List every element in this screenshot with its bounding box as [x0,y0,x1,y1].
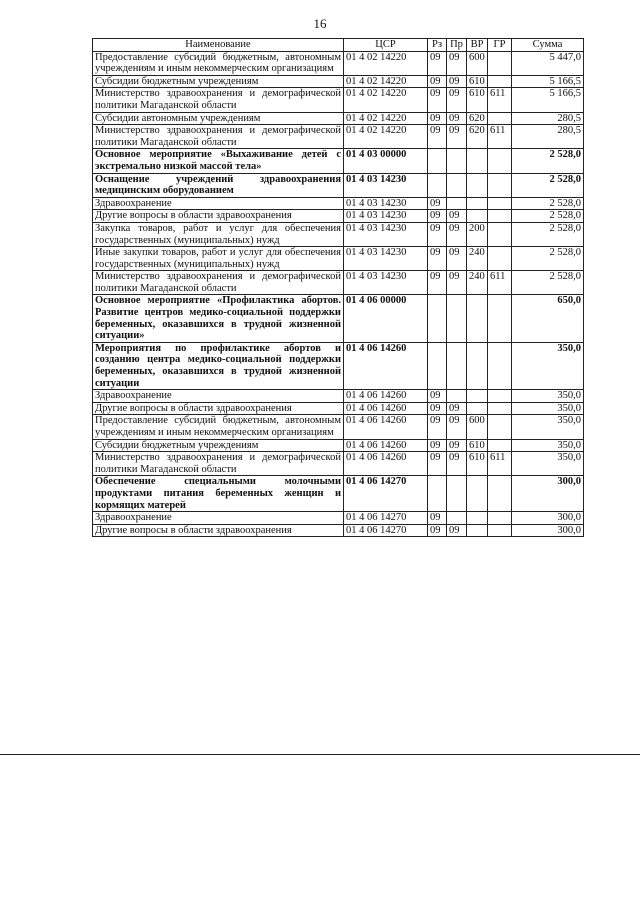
cell-rz: 09 [428,415,447,439]
cell-amount: 300,0 [512,476,584,512]
table-row [93,125,584,149]
table-row [93,112,584,125]
cell-csr: 01 4 02 14220 [344,75,428,88]
cell-amount: 5 166,5 [512,75,584,88]
cell-rz: 09 [428,88,447,112]
cell-amount: 350,0 [512,452,584,476]
cell-amount: 350,0 [512,402,584,415]
page-number: 16 [313,16,327,31]
cell-pr: 09 [447,524,467,537]
cell-pr [447,342,467,389]
cell-rz: 09 [428,271,447,295]
cell-csr: 01 4 06 14260 [344,390,428,403]
table-body [93,51,584,537]
cell-vr: 610 [467,452,488,476]
cell-vr: 200 [467,222,488,246]
cell-rz: 09 [428,75,447,88]
cell-vr [467,295,488,342]
table-row [93,439,584,452]
cell-vr [467,390,488,403]
cell-rz: 09 [428,452,447,476]
table-header-row [93,39,584,52]
cell-csr: 01 4 03 14230 [344,222,428,246]
table-row [93,247,584,271]
cell-rz: 09 [428,524,447,537]
footer-rule [0,754,640,755]
cell-pr [447,295,467,342]
cell-rz: 09 [428,210,447,223]
cell-gr [488,295,512,342]
table-row [93,512,584,525]
cell-gr: 611 [488,271,512,295]
cell-csr: 01 4 06 14260 [344,439,428,452]
cell-pr [447,390,467,403]
cell-gr: 611 [488,88,512,112]
cell-gr [488,415,512,439]
cell-gr [488,197,512,210]
cell-vr: 610 [467,439,488,452]
cell-rz [428,173,447,197]
cell-gr [488,247,512,271]
cell-pr: 09 [447,402,467,415]
cell-gr [488,210,512,223]
cell-rz: 09 [428,439,447,452]
table-row [93,173,584,197]
cell-rz: 09 [428,402,447,415]
cell-amount: 350,0 [512,342,584,389]
cell-pr: 09 [447,210,467,223]
table-row [93,402,584,415]
cell-amount: 5 166,5 [512,88,584,112]
cell-rz: 09 [428,112,447,125]
cell-gr: 611 [488,125,512,149]
cell-pr: 09 [447,112,467,125]
cell-gr [488,524,512,537]
cell-amount: 2 528,0 [512,271,584,295]
cell-vr [467,402,488,415]
cell-csr: 01 4 02 14220 [344,112,428,125]
cell-csr: 01 4 03 14230 [344,197,428,210]
cell-gr [488,222,512,246]
cell-pr: 09 [447,415,467,439]
cell-gr [488,512,512,525]
cell-pr [447,149,467,173]
table-row [93,295,584,342]
table-row [93,390,584,403]
cell-rz: 09 [428,390,447,403]
cell-name: Субсидии бюджетным учреждениям [93,439,344,452]
cell-rz: 09 [428,512,447,525]
cell-gr [488,149,512,173]
cell-rz [428,476,447,512]
cell-name: Закупка товаров, работ и услуг для обеспечения государственных (муниципальных) нужд [93,222,344,246]
cell-csr: 01 4 02 14220 [344,88,428,112]
table-row [93,75,584,88]
table-row [93,222,584,246]
header-csr: ЦСР [344,39,428,52]
cell-vr: 610 [467,75,488,88]
cell-name: Министерство здравоохранения и демографической политики Магаданской области [93,452,344,476]
cell-vr [467,173,488,197]
cell-name: Основное мероприятие «Профилактика абортов. Развитие центров медико-социальной поддержки беременных, оказавшихся в трудной жизненной ситуации» [93,295,344,342]
cell-vr: 240 [467,247,488,271]
cell-amount: 2 528,0 [512,197,584,210]
cell-amount: 300,0 [512,512,584,525]
cell-gr [488,173,512,197]
cell-pr: 09 [447,247,467,271]
cell-rz: 09 [428,247,447,271]
cell-amount: 2 528,0 [512,210,584,223]
cell-vr [467,210,488,223]
cell-rz: 09 [428,222,447,246]
table-row [93,524,584,537]
cell-pr: 09 [447,222,467,246]
cell-name: Предоставление субсидий бюджетным, автономным учреждениям и иным некоммерческим организациям [93,415,344,439]
cell-name: Субсидии автономным учреждениям [93,112,344,125]
cell-amount: 280,5 [512,125,584,149]
header-amount: Сумма [512,39,584,52]
cell-csr: 01 4 06 14260 [344,342,428,389]
cell-pr: 09 [447,51,467,75]
cell-name: Мероприятия по профилактике абортов и созданию центра медико-социальной поддержки беременных, оказавшихся в трудной жизненной ситуации [93,342,344,389]
cell-name: Обеспечение специальными молочными продуктами питания беременных женщин и кормящих матерей [93,476,344,512]
cell-csr: 01 4 06 14260 [344,452,428,476]
cell-vr [467,149,488,173]
cell-csr: 01 4 03 14230 [344,271,428,295]
cell-csr: 01 4 02 14220 [344,125,428,149]
cell-gr [488,402,512,415]
cell-rz [428,295,447,342]
table-row [93,210,584,223]
cell-pr: 09 [447,439,467,452]
cell-csr: 01 4 06 14260 [344,402,428,415]
cell-name: Министерство здравоохранения и демографической политики Магаданской области [93,271,344,295]
table-row [93,415,584,439]
cell-vr [467,512,488,525]
cell-vr: 620 [467,125,488,149]
cell-csr: 01 4 06 14270 [344,476,428,512]
cell-csr: 01 4 03 14230 [344,173,428,197]
cell-pr: 09 [447,452,467,476]
cell-pr: 09 [447,88,467,112]
cell-pr [447,476,467,512]
table-row [93,271,584,295]
cell-name: Другие вопросы в области здравоохранения [93,210,344,223]
cell-csr: 01 4 06 14270 [344,512,428,525]
cell-gr: 611 [488,452,512,476]
cell-amount: 350,0 [512,390,584,403]
cell-rz [428,342,447,389]
table-row [93,342,584,389]
table-row [93,452,584,476]
cell-name: Министерство здравоохранения и демографической политики Магаданской области [93,88,344,112]
cell-csr: 01 4 06 14260 [344,415,428,439]
cell-gr [488,75,512,88]
cell-amount: 350,0 [512,439,584,452]
cell-gr [488,390,512,403]
cell-csr: 01 4 06 14270 [344,524,428,537]
table-row [93,476,584,512]
cell-name: Иные закупки товаров, работ и услуг для обеспечения государственных (муниципальных) нужд [93,247,344,271]
cell-pr: 09 [447,125,467,149]
cell-name: Здравоохранение [93,512,344,525]
cell-vr: 600 [467,415,488,439]
cell-csr: 01 4 02 14220 [344,51,428,75]
cell-amount: 2 528,0 [512,222,584,246]
cell-amount: 2 528,0 [512,247,584,271]
cell-gr [488,439,512,452]
header-pr: Пр [447,39,467,52]
cell-name: Основное мероприятие «Выхаживание детей с экстремально низкой массой тела» [93,149,344,173]
cell-csr: 01 4 03 14230 [344,210,428,223]
cell-gr [488,342,512,389]
cell-rz: 09 [428,125,447,149]
cell-amount: 5 447,0 [512,51,584,75]
cell-pr: 09 [447,75,467,88]
cell-amount: 2 528,0 [512,149,584,173]
cell-csr: 01 4 03 14230 [344,247,428,271]
cell-name: Здравоохранение [93,390,344,403]
cell-gr [488,51,512,75]
cell-amount: 650,0 [512,295,584,342]
cell-rz [428,149,447,173]
cell-vr: 600 [467,51,488,75]
cell-csr: 01 4 03 00000 [344,149,428,173]
cell-vr [467,342,488,389]
cell-name: Оснащение учреждений здравоохранения медицинским оборудованием [93,173,344,197]
header-name: Наименование [93,39,344,52]
cell-pr [447,197,467,210]
cell-amount: 300,0 [512,524,584,537]
cell-pr [447,512,467,525]
table-row [93,88,584,112]
header-rz: Рз [428,39,447,52]
cell-name: Предоставление субсидий бюджетным, автономным учреждениям и иным некоммерческим организациям [93,51,344,75]
cell-vr: 620 [467,112,488,125]
cell-amount: 2 528,0 [512,173,584,197]
cell-rz: 09 [428,51,447,75]
cell-gr [488,112,512,125]
cell-rz: 09 [428,197,447,210]
cell-vr [467,197,488,210]
cell-name: Здравоохранение [93,197,344,210]
cell-name: Субсидии бюджетным учреждениям [93,75,344,88]
cell-vr: 610 [467,88,488,112]
table-row [93,197,584,210]
cell-name: Министерство здравоохранения и демографической политики Магаданской области [93,125,344,149]
table-row [93,149,584,173]
cell-vr [467,524,488,537]
cell-vr: 240 [467,271,488,295]
cell-pr [447,173,467,197]
cell-name: Другие вопросы в области здравоохранения [93,402,344,415]
cell-vr [467,476,488,512]
budget-table [92,38,584,537]
cell-amount: 280,5 [512,112,584,125]
cell-gr [488,476,512,512]
table-row [93,51,584,75]
cell-pr: 09 [447,271,467,295]
header-vr: ВР [467,39,488,52]
header-gr: ГР [488,39,512,52]
cell-name: Другие вопросы в области здравоохранения [93,524,344,537]
cell-csr: 01 4 06 00000 [344,295,428,342]
cell-amount: 350,0 [512,415,584,439]
